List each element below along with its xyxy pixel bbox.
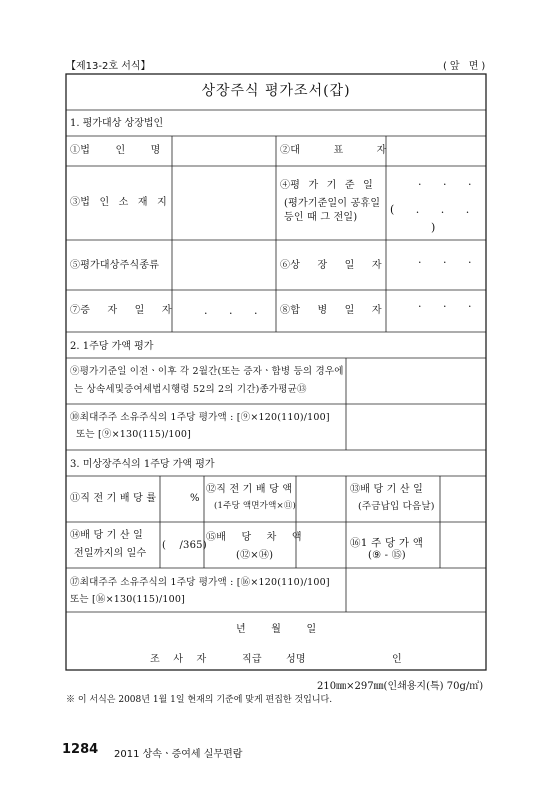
representative-label: ②대 표 자: [280, 145, 387, 156]
seal-label: 인: [392, 654, 402, 665]
eval-date-value: . . .: [418, 175, 472, 188]
listing-date-value: . . .: [418, 253, 472, 266]
major-holder-line2: 또는 [⑨×130(115)/100]: [76, 429, 192, 440]
section3-heading: 3. 미상장주식의 1주당 가액 평가: [70, 459, 215, 470]
share-value-label: ⑯1 주 당 가 액: [350, 537, 424, 549]
last-dividend-amt-label: ⑫직 전 기 배 당 액: [206, 484, 293, 495]
avg-price-line1: ⑨평가기준일 이전ㆍ이후 각 2월간(또는 증자ㆍ합병 등의 경우에: [70, 366, 344, 377]
increase-date-label: ⑦증 자 일 자: [70, 305, 172, 316]
last-dividend-rate-label: ⑪직 전 기 배 당 률: [70, 493, 157, 504]
eval-date-note2: 등인 때 그 전일): [284, 212, 358, 223]
location-label: ③법 인 소 재 지: [70, 197, 168, 208]
dividend-diff-note: (⑫×⑭): [236, 550, 274, 561]
eval-date-prev-value: ( . . .: [390, 203, 470, 216]
major-holder3-line2: 또는 [⑯×130(115)/100]: [70, 594, 186, 605]
stock-type-label: ⑤평가대상주식종류: [70, 260, 160, 271]
section2-heading: 2. 1주당 가액 평가: [70, 341, 154, 352]
percent-unit: %: [190, 493, 200, 504]
dividend-period-note: (주금납입 다음날): [358, 501, 435, 512]
major-holder3-line1: ⑰최대주주 소유주식의 1주당 평가액 : [⑯×120(110)/100]: [70, 577, 330, 588]
investigator-label: 조 사 자: [150, 654, 207, 665]
form-number: 【제13-2호 서식】: [66, 61, 151, 72]
dividend-days-label2: 전일까지의 일수: [74, 548, 147, 559]
form-title: 상장주식 평가조서(갑): [201, 83, 351, 99]
rank-label: 직급: [242, 654, 262, 665]
page-side-label: (앞 면): [443, 61, 489, 72]
paper-spec: 210㎜×297㎜(인쇄용지(특) 70g/㎡): [317, 681, 484, 692]
last-dividend-amt-note: (1주당 액면가액×⑪): [214, 501, 297, 511]
name-label: 성명: [286, 654, 306, 665]
dividend-diff-label: ⑮배 당 차 액: [206, 532, 302, 543]
major-holder-line1: ⑩최대주주 소유주식의 1주당 평가액 : [⑨×120(110)/100]: [70, 412, 330, 423]
eval-date-label: ④평 가 기 준 일: [280, 180, 374, 191]
avg-price-line2: 는 상속세및증여세법시행령 52의 2의 기간)종가평균⑬: [74, 384, 307, 395]
share-value-note: (⑨ - ⑮): [368, 550, 406, 561]
book-title: 2011 상속ㆍ증여세 실무편람: [114, 749, 243, 760]
corp-name-label: ①법 인 명: [70, 145, 161, 156]
increase-date-value: . . .: [204, 304, 258, 317]
eval-date-note1: (평가기준일이 공휴일: [284, 198, 381, 209]
days-fraction: ( /365): [162, 540, 207, 551]
page-number: 1284: [62, 742, 99, 757]
merger-date-value: . . .: [418, 297, 472, 310]
signature-date: 년 월 일: [236, 624, 317, 635]
dividend-period-label: ⑬배 당 기 산 일: [350, 484, 424, 495]
dividend-days-label1: ⑭배 당 기 산 일: [70, 530, 144, 541]
eval-date-prev-close: ): [431, 221, 436, 234]
merger-date-label: ⑧합 병 일 자: [280, 305, 382, 316]
section1-heading: 1. 평가대상 상장법인: [70, 118, 164, 129]
listing-date-label: ⑥상 장 일 자: [280, 260, 382, 271]
edition-note: ※ 이 서식은 2008년 1월 1일 현재의 기준에 맞게 편집한 것입니다.: [66, 695, 333, 705]
